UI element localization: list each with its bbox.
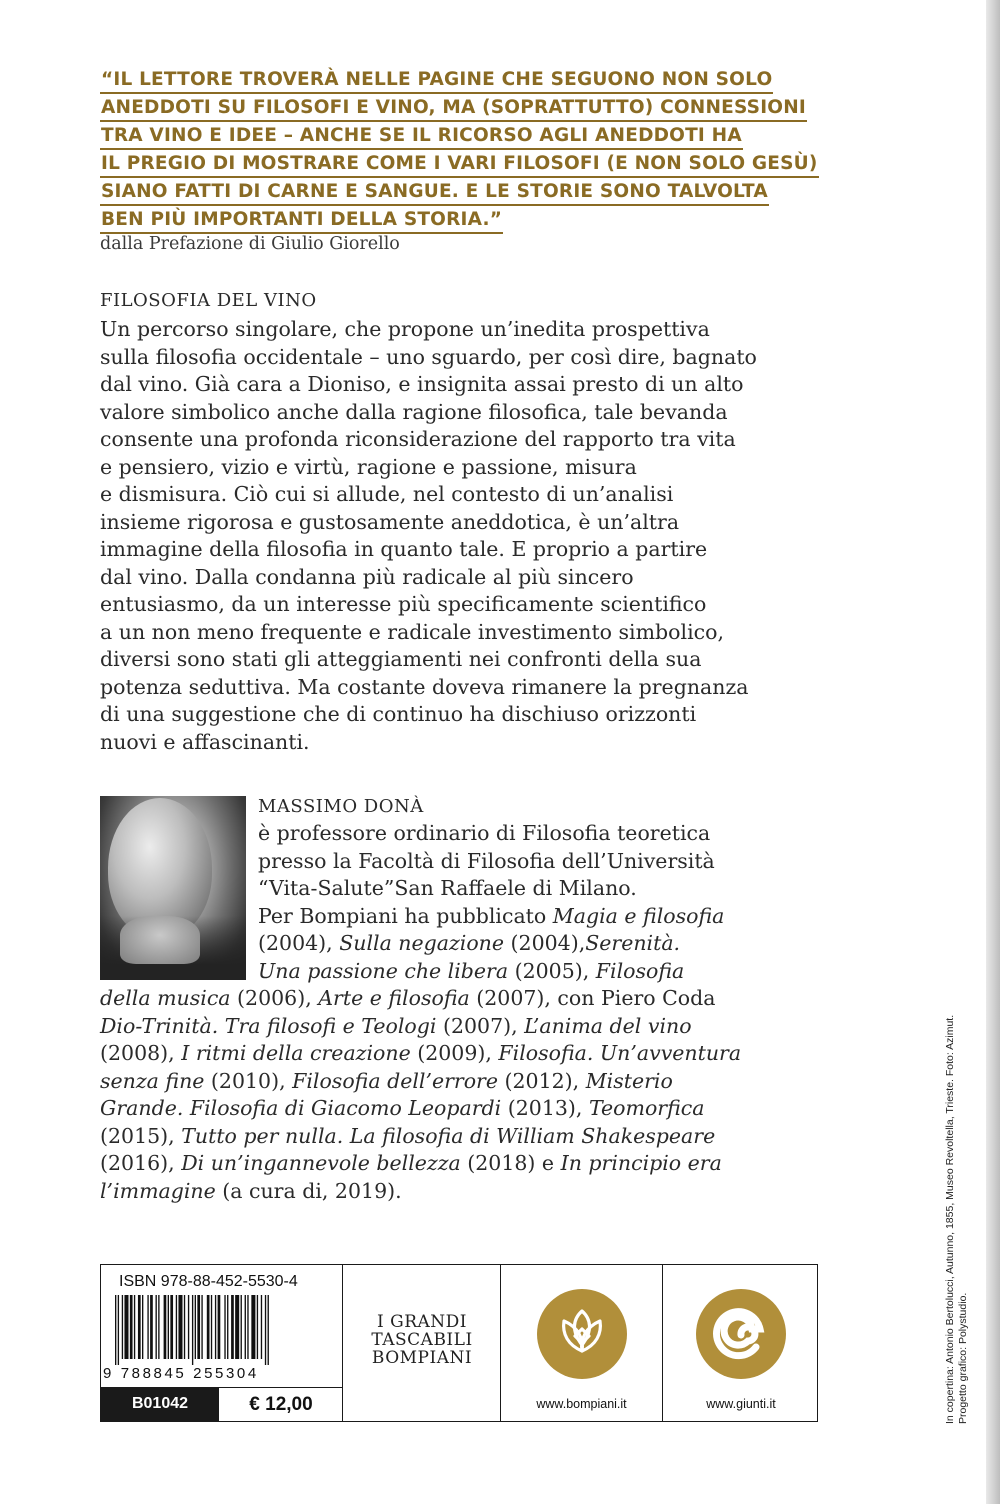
description-line: di una suggestione che di continuo ha dischiuso orizzonti xyxy=(100,702,697,726)
book-title-italic: Misterio xyxy=(585,1068,673,1093)
back-cover-info-panel xyxy=(100,1264,818,1422)
book-title-italic: In principio era xyxy=(560,1151,722,1175)
barcode-bar xyxy=(164,1295,167,1359)
book-title-italic: Serenità. xyxy=(585,931,681,955)
book-title-italic: L’anima del vino xyxy=(524,1013,692,1038)
barcode-bar xyxy=(138,1295,141,1359)
author-bio xyxy=(100,820,800,1205)
barcode-bar xyxy=(235,1295,239,1359)
barcode-bar xyxy=(168,1295,169,1359)
bio-text: (2010), xyxy=(204,1068,293,1093)
barcode-bar xyxy=(178,1295,182,1359)
barcode-bar xyxy=(124,1295,128,1359)
description-line: insieme rigorosa e gustosamente aneddotica, è un’altra xyxy=(100,509,680,534)
barcode-bar xyxy=(197,1295,200,1359)
barcode-bar xyxy=(201,1295,202,1359)
barcode-bar xyxy=(118,1295,119,1365)
barcode-digits: 9 788845 255304 xyxy=(103,1365,259,1382)
bio-line xyxy=(100,958,800,986)
book-title-italic: Di un’ingannevole bellezza xyxy=(181,1151,461,1175)
bio-text: (2013), xyxy=(501,1096,589,1120)
book-description xyxy=(100,316,820,756)
credits-line-2: Progetto grafico: Polystudio. xyxy=(957,1292,969,1424)
barcode-bar xyxy=(156,1295,157,1359)
barcode-bar xyxy=(218,1295,221,1359)
barcode-bar xyxy=(150,1295,153,1359)
book-title-italic: Arte e filosofia xyxy=(318,986,470,1010)
bio-text: (2016), xyxy=(100,1151,182,1175)
description-line: e dismisura. Ciò cui si allude, nel contesto di un’analisi xyxy=(100,482,674,506)
description-line: a un non meno frequente e radicale investimento simbolico, xyxy=(100,619,724,644)
barcode-bar xyxy=(241,1295,242,1359)
barcode-bar xyxy=(188,1295,189,1359)
book-title-italic: Una passione che libera xyxy=(258,958,509,983)
book-title-italic: senza fine xyxy=(100,1068,205,1093)
bio-text: Per Bompiani ha pubblicato xyxy=(258,903,553,928)
description-line: nuovi e affascinanti. xyxy=(100,729,310,754)
bio-line xyxy=(100,1013,800,1041)
bio-line xyxy=(100,903,800,931)
giunti-website: www.giunti.it xyxy=(706,1397,776,1411)
credits-line-1: In copertina: Antonio Bertolucci, Autunno, 1855, Museo Revoltella, Trieste. Foto: Azimut. xyxy=(944,1014,956,1424)
bio-text: (2007), con Piero Coda xyxy=(469,986,716,1010)
isbn-label: ISBN 978-88-452-5530-4 xyxy=(119,1273,298,1290)
barcode-bar xyxy=(247,1295,248,1359)
barcode-bar xyxy=(227,1295,228,1359)
giunti-spiral-icon xyxy=(696,1289,786,1379)
bio-text: è professore ordinario di Filosofia teoretica xyxy=(258,821,711,845)
barcode-bar xyxy=(211,1295,212,1359)
bio-text: (2012), xyxy=(497,1068,586,1093)
quote-attribution: dalla Prefazione di Giulio Giorello xyxy=(100,234,400,254)
bio-text: (2004), xyxy=(504,931,586,955)
description-line: dal vino. Già cara a Dioniso, e insignita assai presto di un alto xyxy=(100,372,744,396)
bio-line xyxy=(100,1095,800,1123)
bio-text: (2018) e xyxy=(460,1151,561,1175)
barcode-bar xyxy=(147,1295,148,1359)
description-line: potenza seduttiva. Ma costante doveva rimanere la pregnanza xyxy=(100,674,749,699)
barcode-bar xyxy=(170,1295,173,1359)
book-title-italic: Dio-Trinità. Tra filosofi e Teologi xyxy=(100,1013,437,1038)
barcode-bar xyxy=(257,1295,258,1359)
series-cell xyxy=(343,1265,501,1421)
series-line-1: I GRANDI xyxy=(377,1312,467,1332)
book-title-italic: Grande. Filosofia di Giacomo Leopardi xyxy=(100,1096,502,1120)
book-title-italic: Magia e filosofia xyxy=(552,903,725,928)
barcode-bar xyxy=(251,1295,255,1359)
book-title: FILOSOFIA DEL VINO xyxy=(100,290,317,311)
bompiani-lotus-icon xyxy=(537,1289,627,1379)
barcode-bar xyxy=(122,1295,123,1359)
bio-line xyxy=(100,1123,800,1151)
barcode-bar xyxy=(195,1295,196,1359)
barcode-bar xyxy=(207,1295,210,1359)
barcode-bar xyxy=(142,1295,143,1359)
barcode-bar xyxy=(130,1295,133,1359)
description-line: sulla filosofia occidentale – uno sguardo, per così dire, bagnato xyxy=(100,344,757,369)
description-line: valore simbolico anche dalla ragione filosofica, tale bevanda xyxy=(100,399,728,424)
barcode-bar xyxy=(261,1295,262,1359)
barcode-cell xyxy=(101,1265,343,1421)
bio-line xyxy=(100,1178,800,1206)
bio-text: (2006), xyxy=(230,986,319,1010)
giunti-cell xyxy=(663,1265,819,1421)
quote-line: SIANO FATTI DI CARNE E SANGUE. E LE STORIE SONO TALVOLTA xyxy=(100,180,769,206)
bio-text: (2008), xyxy=(100,1041,182,1065)
quote-line: “IL LETTORE TROVERÀ NELLE PAGINE CHE SEGUONO NON SOLO xyxy=(100,68,773,94)
spine-edge xyxy=(986,0,1000,1504)
bio-line xyxy=(100,1150,800,1178)
book-title-italic: Filosofia dell’errore xyxy=(292,1068,498,1093)
book-title-italic: della musica xyxy=(100,986,231,1010)
bompiani-cell xyxy=(501,1265,663,1421)
quote-line: TRA VINO E IDEE – ANCHE SE IL RICORSO AGLI ANEDDOTI HA xyxy=(100,124,743,150)
barcode-bar xyxy=(265,1295,266,1365)
bio-text: presso la Facoltà di Filosofia dell’Università xyxy=(258,848,715,873)
barcode-bar xyxy=(268,1295,269,1365)
series-line-2: TASCABILI xyxy=(371,1330,473,1350)
barcode-bar xyxy=(224,1295,225,1359)
bio-text: (2005), xyxy=(508,958,596,983)
description-line: Un percorso singolare, che propone un’inedita prospettiva xyxy=(100,317,710,341)
bio-text: (2015), xyxy=(100,1123,182,1148)
book-title-italic: Filosofia. Un’avventura xyxy=(498,1041,742,1065)
author-name: MASSIMO DONÀ xyxy=(258,796,424,817)
barcode-bar xyxy=(231,1295,234,1359)
bio-line xyxy=(100,820,800,848)
bio-line xyxy=(100,985,800,1013)
bio-line xyxy=(100,1040,800,1068)
book-title-italic: Sulla negazione xyxy=(339,931,505,955)
bompiani-website: www.bompiani.it xyxy=(536,1397,627,1411)
bio-text: (a cura di, 2019). xyxy=(215,1178,402,1203)
description-line: immagine della filosofia in quanto tale. E proprio a partire xyxy=(100,537,708,561)
book-title-italic: Filosofia xyxy=(595,958,685,983)
series-name xyxy=(343,1313,501,1367)
bio-text: (2007), xyxy=(436,1013,525,1038)
bio-line xyxy=(100,930,800,958)
price: € 12,00 xyxy=(219,1387,343,1421)
quote-line: IL PREGIO DI MOSTRARE COME I VARI FILOSOFI (E NON SOLO GESÙ) xyxy=(100,152,819,178)
barcode-bar xyxy=(115,1295,116,1365)
bio-line xyxy=(100,1068,800,1096)
bio-text: (2004), xyxy=(258,931,340,955)
book-title-italic: I ritmi della creazione xyxy=(181,1041,411,1065)
description-line: entusiasmo, da un interesse più specificamente scientifico xyxy=(100,592,707,616)
barcode-bar xyxy=(184,1295,185,1359)
pull-quote xyxy=(100,66,820,234)
bio-text: “Vita-Salute”San Raffaele di Milano. xyxy=(258,876,637,900)
barcode-bar xyxy=(134,1295,135,1359)
book-title-italic: Teomorfica xyxy=(588,1096,705,1120)
barcode-bar xyxy=(176,1295,177,1359)
description-line: e pensiero, vizio e virtù, ragione e passione, misura xyxy=(100,454,637,479)
description-line: consente una profonda riconsiderazione del rapporto tra vita xyxy=(100,427,736,451)
cover-credits xyxy=(944,904,970,1424)
series-line-3: BOMPIANI xyxy=(371,1348,473,1368)
bio-line xyxy=(100,848,800,876)
barcode xyxy=(113,1295,331,1365)
barcode-bar xyxy=(192,1295,193,1365)
bio-line xyxy=(100,875,800,903)
bio-text: (2009), xyxy=(410,1041,499,1065)
barcode-bar xyxy=(215,1295,216,1359)
barcode-bar xyxy=(245,1295,246,1359)
description-line: dal vino. Dalla condanna più radicale al più sincero xyxy=(100,564,634,589)
quote-line: BEN PIÙ IMPORTANTI DELLA STORIA.” xyxy=(100,208,503,234)
product-code: B01042 xyxy=(101,1387,219,1421)
book-title-italic: Tutto per nulla. La filosofia di William Shakespeare xyxy=(181,1123,716,1148)
quote-line: ANEDDOTI SU FILOSOFI E VINO, MA (SOPRATTUTTO) CONNESSIONI xyxy=(100,96,807,122)
book-title-italic: l’immagine xyxy=(100,1178,216,1203)
description-line: diversi sono stati gli atteggiamenti nei confronti della sua xyxy=(100,647,702,671)
barcode-bar xyxy=(158,1295,159,1359)
